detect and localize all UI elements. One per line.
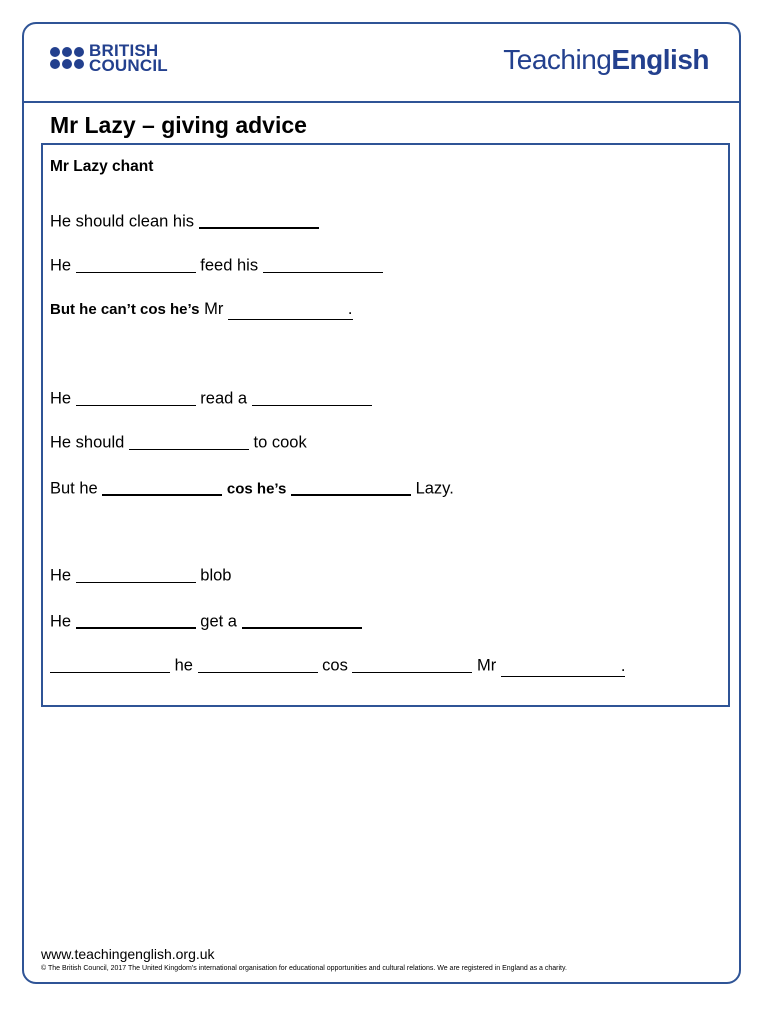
- chant-line-4: [50, 388, 372, 409]
- chant-text: cos: [322, 656, 348, 675]
- chant-text: get a: [200, 612, 237, 631]
- answer-blank[interactable]: [76, 565, 196, 583]
- chant-line-3: [50, 300, 353, 320]
- chant-text: to cook: [253, 433, 307, 452]
- chant-text: .: [620, 656, 626, 675]
- chant-line-2: [50, 255, 383, 276]
- british-council-logo: [50, 43, 168, 73]
- chant-text: He should clean his: [50, 212, 195, 231]
- chant-text: he: [174, 656, 193, 675]
- answer-blank[interactable]: [76, 255, 196, 273]
- chant-text: He: [50, 256, 72, 275]
- answer-blank[interactable]: [252, 388, 372, 406]
- chant-text: He: [50, 566, 72, 585]
- chant-line-8: [50, 610, 362, 632]
- answer-blank[interactable]: [198, 655, 318, 673]
- chant-text: blob: [200, 566, 232, 585]
- chant-text: feed his: [200, 256, 259, 275]
- answer-blank[interactable]: [501, 657, 626, 677]
- chant-text: Lazy.: [415, 479, 454, 498]
- chant-text: He should: [50, 433, 125, 452]
- answer-blank[interactable]: [228, 300, 353, 320]
- answer-blank[interactable]: [242, 610, 362, 629]
- chant-text: He: [50, 389, 72, 408]
- chant-text: But he: [50, 479, 98, 498]
- answer-blank[interactable]: [76, 388, 196, 406]
- answer-blank[interactable]: [199, 210, 319, 229]
- chant-text: Mr: [204, 300, 224, 318]
- chant-heading: Mr Lazy chant: [50, 158, 154, 175]
- chant-line-9: [50, 655, 625, 677]
- british-council-dots-icon: [50, 47, 84, 69]
- footer-url-link[interactable]: www.teachingenglish.org.uk: [41, 946, 215, 962]
- answer-blank[interactable]: [263, 255, 383, 273]
- page-title: Mr Lazy – giving advice: [50, 112, 307, 138]
- te-logo-part1: Teaching: [503, 44, 612, 75]
- answer-blank[interactable]: [76, 610, 196, 629]
- answer-blank[interactable]: [352, 655, 472, 673]
- chant-text: .: [347, 300, 353, 318]
- chant-text: Mr: [477, 656, 497, 675]
- bc-logo-line2: COUNCIL: [89, 56, 168, 75]
- chant-line-5: [50, 432, 307, 453]
- chant-line-7: [50, 565, 231, 586]
- answer-blank[interactable]: [50, 655, 170, 673]
- chant-line-6: [50, 477, 454, 499]
- footer-copyright: © The British Council, 2017 The United Kingdom’s international organisation for educational opportunities and cultural relations. We are registered in England as a charity.: [41, 965, 567, 972]
- chant-text: He: [50, 612, 72, 631]
- chant-text: cos he’s: [226, 480, 287, 498]
- teaching-english-logo: [503, 44, 709, 76]
- bc-logo-line1: BRITISH: [89, 41, 159, 60]
- chant-line-1: [50, 210, 319, 232]
- chant-text: read a: [200, 389, 248, 408]
- answer-blank[interactable]: [291, 477, 411, 496]
- page-header: [22, 22, 741, 103]
- te-logo-part2: English: [611, 44, 709, 75]
- answer-blank[interactable]: [102, 477, 222, 496]
- chant-text: But he can’t cos he’s: [50, 301, 200, 318]
- answer-blank[interactable]: [129, 432, 249, 450]
